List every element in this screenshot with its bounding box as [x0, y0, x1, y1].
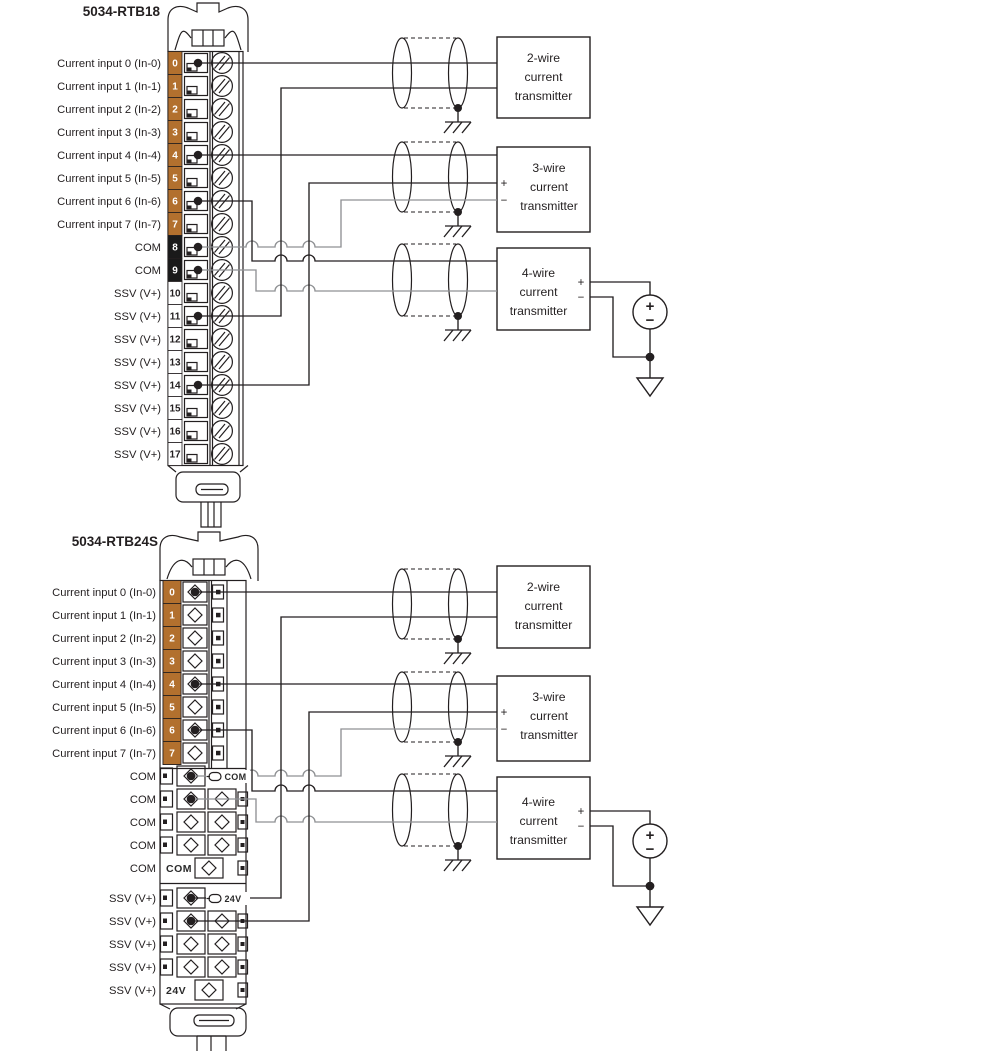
terminal-row [163, 696, 224, 719]
terminal-number: 12 [169, 334, 181, 346]
terminal-label: SSV (V+) [114, 311, 161, 323]
terminal-label: SSV (V+) [114, 449, 161, 461]
connection-dot [194, 151, 203, 160]
terminal-label: Current input 4 (In-4) [57, 150, 161, 162]
supply-plus-sign: + [645, 298, 655, 315]
terminal-number: 1 [169, 610, 175, 622]
earth-triangle-icon [637, 378, 663, 396]
connection-dot [194, 266, 203, 275]
terminal-number: 14 [169, 380, 181, 392]
screw-icon [212, 76, 233, 97]
cable-shield-icon [449, 244, 468, 316]
terminal-label: Current input 1 (In-1) [52, 610, 156, 622]
plus-sign: + [577, 806, 585, 818]
ground-icon [444, 330, 471, 341]
shield-drain-dot [454, 842, 462, 850]
minus-sign: − [500, 724, 508, 736]
terminal-row [168, 443, 232, 466]
terminal-row [168, 98, 232, 121]
wire-common [191, 799, 497, 822]
terminal-label: COM [129, 771, 156, 783]
pin-icon [213, 654, 224, 668]
ground-icon [444, 653, 471, 664]
terminal-number: 1 [172, 81, 178, 93]
connection-dot [187, 917, 196, 926]
connection-dot [191, 726, 200, 735]
connection-dot [194, 197, 203, 206]
transmitter-box-label: current [530, 709, 568, 723]
com-row [161, 835, 248, 855]
supply-plus-sign: + [645, 827, 655, 844]
pin-icon [213, 608, 224, 622]
module-title-rtb24s: 5034-RTB24S [71, 534, 158, 549]
terminal-number: 3 [172, 127, 178, 139]
shielded-cable [393, 142, 472, 237]
terminal-label: SSV (V+) [109, 939, 156, 951]
terminal-label: SSV (V+) [109, 962, 156, 974]
minus-sign: − [500, 195, 508, 207]
screw-icon [212, 444, 233, 465]
terminal-row [168, 121, 232, 144]
cable-shield-icon [393, 774, 412, 846]
cable-shield-icon [393, 672, 412, 742]
module-tag-24v-label: 24V [224, 894, 242, 904]
screw-icon [212, 168, 233, 189]
wire-signal [191, 712, 497, 921]
cable-shield-icon [393, 142, 412, 212]
terminal-label: Current input 6 (In-6) [52, 725, 156, 737]
cable-shield-icon [393, 244, 412, 316]
pin-icon [213, 631, 224, 645]
supply-minus-sign: − [645, 841, 655, 858]
din-latch-top [168, 3, 248, 52]
terminal-number: 0 [172, 58, 178, 70]
transmitter-box-label: 3-wire [532, 690, 566, 704]
terminal-number: 13 [169, 357, 181, 369]
module-tag-24v [206, 892, 250, 905]
module-tag-com [206, 770, 250, 783]
terminal-label: COM [129, 794, 156, 806]
terminal-row [163, 627, 224, 650]
junction-dot [646, 882, 655, 891]
shield-drain-dot [454, 635, 462, 643]
shielded-cable [393, 38, 472, 133]
terminal-number: 11 [169, 311, 181, 323]
transmitter-box [497, 676, 590, 761]
terminal-number: 6 [172, 196, 178, 208]
din-tab [197, 1036, 226, 1051]
screw-icon [212, 99, 233, 120]
connection-dot [187, 795, 196, 804]
cable-shield-icon [449, 142, 468, 212]
terminal-number: 6 [169, 725, 175, 737]
diagram-rtb18 [57, 3, 667, 527]
transmitter-box-label: transmitter [520, 199, 578, 213]
terminal-label: Current input 2 (In-2) [57, 104, 161, 116]
shield-drain-dot [454, 208, 462, 216]
diagram-rtb24s [52, 532, 667, 1051]
shielded-cable [393, 672, 472, 767]
terminal-label: Current input 3 (In-3) [57, 127, 161, 139]
screw-icon [212, 329, 233, 350]
terminal-block-rtb18 [168, 3, 248, 527]
connection-dot [187, 894, 196, 903]
cable-shield-icon [449, 774, 468, 846]
cable-shield-icon [449, 38, 468, 108]
screw-icon [212, 122, 233, 143]
terminal-label: COM [134, 265, 161, 277]
ground-icon [444, 756, 471, 767]
terminal-number: 3 [169, 656, 175, 668]
module-print-com: COM [166, 863, 192, 875]
ssv-row [166, 980, 248, 1000]
shield-drain-dot [454, 104, 462, 112]
transmitter-box [497, 37, 590, 118]
screw-icon [212, 214, 233, 235]
ssv-row [161, 957, 248, 977]
connection-dot [191, 680, 200, 689]
wire-signal [590, 811, 650, 824]
ground-icon [444, 226, 471, 237]
terminal-number: 7 [172, 219, 178, 231]
terminal-row [168, 328, 232, 351]
terminal-label: COM [134, 242, 161, 254]
transmitter-box [497, 248, 590, 330]
terminal-label: SSV (V+) [109, 893, 156, 905]
transmitter-box-label: current [519, 285, 558, 299]
cable-shield-icon [393, 38, 412, 108]
terminal-label: COM [129, 863, 156, 875]
terminal-label: SSV (V+) [114, 288, 161, 300]
terminal-row [163, 650, 224, 673]
terminal-number: 15 [169, 403, 181, 415]
shield-drain-dot [454, 312, 462, 320]
terminal-number: 8 [172, 242, 178, 254]
terminal-row [168, 351, 232, 374]
terminal-label: SSV (V+) [114, 403, 161, 415]
terminal-label: COM [129, 817, 156, 829]
terminal-label: COM [129, 840, 156, 852]
com-row [161, 812, 248, 832]
module-tag-com-label: COM [224, 772, 247, 782]
terminal-label: Current input 7 (In-7) [57, 219, 161, 231]
terminal-label: SSV (V+) [109, 985, 156, 997]
junction-dot [646, 353, 655, 362]
terminal-number: 0 [169, 587, 175, 599]
terminal-label: Current input 1 (In-1) [57, 81, 161, 93]
transmitter-box [497, 147, 590, 232]
connection-dot [194, 381, 203, 390]
terminal-label: Current input 5 (In-5) [57, 173, 161, 185]
plus-sign: + [500, 707, 508, 719]
minus-sign: − [577, 821, 585, 833]
terminal-row [168, 167, 232, 190]
terminal-number: 17 [169, 449, 181, 461]
module-print-24v: 24V [166, 985, 187, 997]
terminal-label: Current input 7 (In-7) [52, 748, 156, 760]
screw-icon [212, 421, 233, 442]
wire-signal [590, 282, 650, 295]
transmitter-box-label: current [519, 814, 558, 828]
transmitter-box-label: transmitter [514, 618, 573, 632]
connection-dot [191, 588, 200, 597]
transmitter-box [497, 566, 590, 648]
terminal-label: Current input 0 (In-0) [52, 587, 156, 599]
connection-dot [194, 312, 203, 321]
transmitter-box-label: current [524, 70, 563, 84]
terminal-row [168, 420, 232, 443]
com-row [166, 858, 248, 878]
terminal-label: SSV (V+) [114, 334, 161, 346]
transmitter-box-label: 3-wire [532, 161, 566, 175]
transmitter-box-label: 2-wire [526, 51, 561, 65]
minus-sign: − [577, 292, 585, 304]
terminal-number: 4 [169, 679, 175, 691]
terminal-block-rtb24s [160, 532, 258, 1051]
terminal-label: Current input 5 (In-5) [52, 702, 156, 714]
terminal-number: 5 [172, 173, 178, 185]
plus-sign: + [577, 277, 585, 289]
terminal-row [168, 213, 232, 236]
ground-icon [444, 860, 471, 871]
terminal-label: SSV (V+) [109, 916, 156, 928]
transmitter-box-label: current [530, 180, 568, 194]
terminal-label: SSV (V+) [114, 426, 161, 438]
terminal-label: Current input 2 (In-2) [52, 633, 156, 645]
terminal-number: 7 [169, 748, 175, 760]
transmitter-box-label: transmitter [514, 89, 573, 103]
screw-icon [212, 352, 233, 373]
din-tab [201, 502, 221, 527]
cable-shield-icon [449, 569, 468, 639]
ssv-row [161, 934, 248, 954]
transmitter-box-label: transmitter [509, 833, 568, 847]
transmitter-box-label: transmitter [509, 304, 568, 318]
transmitter-box-label: 4-wire [521, 266, 556, 280]
module-title-rtb18: 5034-RTB18 [82, 4, 160, 19]
connection-dot [194, 243, 203, 252]
terminal-label: SSV (V+) [114, 357, 161, 369]
terminal-number: 9 [172, 265, 178, 277]
terminal-row [163, 604, 224, 627]
cable-shield-icon [393, 569, 412, 639]
terminal-number: 4 [172, 150, 178, 162]
terminal-label: Current input 6 (In-6) [57, 196, 161, 208]
terminal-row [168, 282, 232, 305]
din-latch-top [160, 532, 258, 581]
connection-dot [187, 772, 196, 781]
shield-drain-dot [454, 738, 462, 746]
cable-shield-icon [449, 672, 468, 742]
terminal-row [168, 75, 232, 98]
terminal-row [163, 742, 224, 765]
screw-icon [212, 283, 233, 304]
module-bottom-cap [168, 466, 248, 528]
plus-sign: + [500, 178, 508, 190]
transmitter-box-label: transmitter [520, 728, 578, 742]
terminal-number: 2 [172, 104, 178, 116]
pin-icon [213, 700, 224, 714]
terminal-number: 5 [169, 702, 175, 714]
terminal-number: 16 [169, 426, 181, 438]
terminal-row [168, 397, 232, 420]
terminal-number: 10 [169, 288, 181, 300]
shielded-cable [393, 244, 472, 341]
screw-icon [212, 398, 233, 419]
transmitter-box-label: 2-wire [526, 580, 561, 594]
terminal-label: Current input 3 (In-3) [52, 656, 156, 668]
earth-triangle-icon [637, 907, 663, 925]
terminal-label: SSV (V+) [114, 380, 161, 392]
ground-icon [444, 122, 471, 133]
pin-icon [213, 746, 224, 760]
terminal-label: Current input 0 (In-0) [57, 58, 161, 70]
module-bottom-cap [160, 1004, 246, 1051]
transmitter-box-label: current [524, 599, 563, 613]
terminal-number: 2 [169, 633, 175, 645]
connection-dot [194, 59, 203, 68]
transmitter-box-label: 4-wire [521, 795, 556, 809]
terminal-label: Current input 4 (In-4) [52, 679, 156, 691]
transmitter-box [497, 777, 590, 859]
supply-minus-sign: − [645, 312, 655, 329]
